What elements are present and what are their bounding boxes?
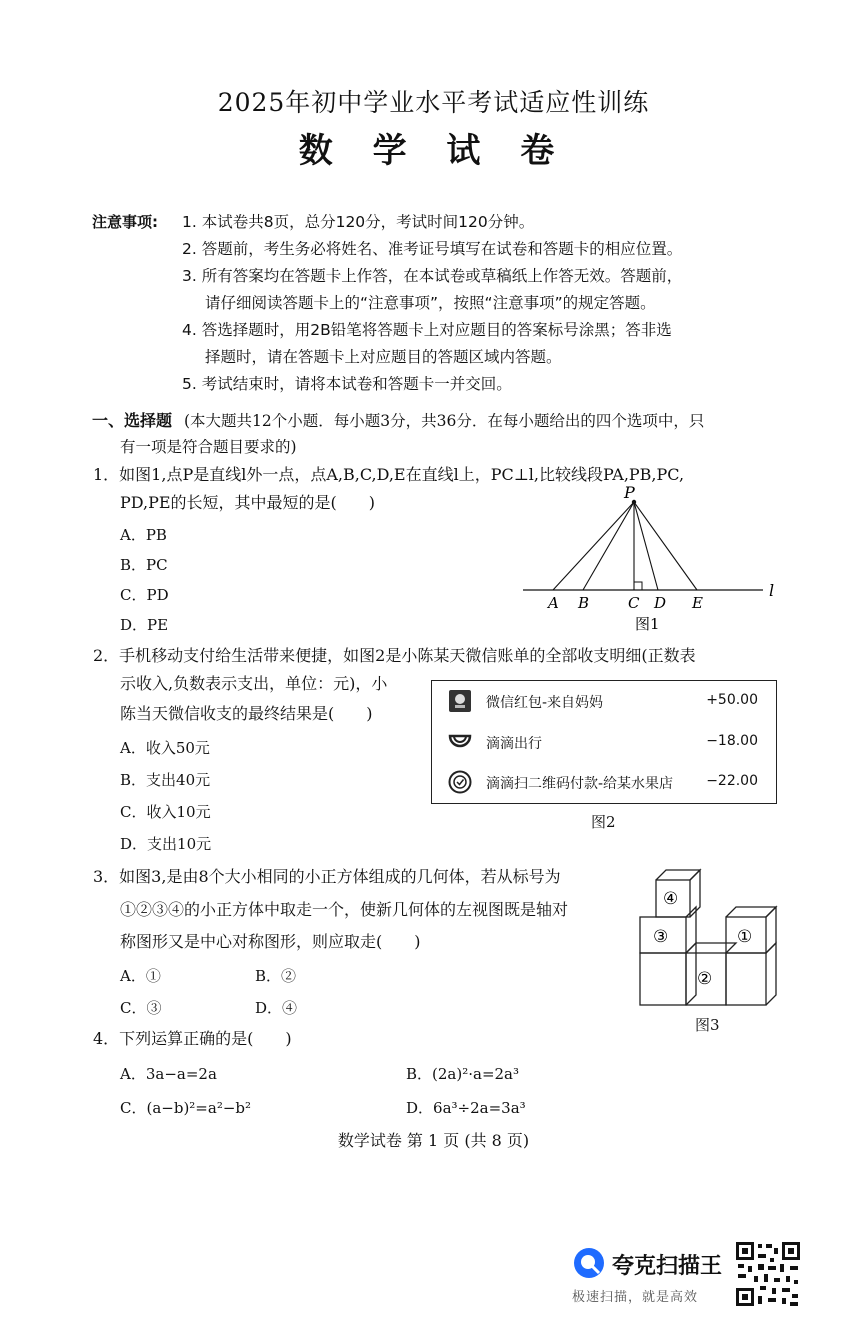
section-description: (本大题共12个小题．每小题3分，共36分．在每小题给出的四个选项中，只 (184, 412, 705, 430)
question-2-stem: 2．手机移动支付给生活带来便捷，如图2是小陈某天微信账单的全部收支明细(正数表 (93, 646, 696, 665)
figure-3-caption: 图3 (695, 1016, 720, 1034)
bill-row (442, 685, 764, 719)
question-4-option-d: D．6a³÷2a=3a³ (406, 1099, 526, 1117)
bill-item-name: 微信红包-来自妈妈 (486, 695, 604, 711)
question-2-option-b: B．支出40元 (120, 771, 211, 789)
brand-name: 夸克扫描王 (612, 1254, 723, 1279)
cube-label-1: ① (737, 927, 753, 947)
cube-label-3: ③ (653, 927, 669, 947)
right-angle-mark (634, 582, 642, 590)
question-2-stem: 陈当天微信收支的最终结果是( ) (120, 704, 373, 723)
question-1-stem: PD,PE的长短，其中最短的是( ) (120, 493, 376, 512)
notice-label: 注意事项: (92, 213, 158, 231)
notice-item: 2. 答题前，考生务必将姓名、准考证号填写在试卷和答题卡的相应位置。 (182, 240, 683, 258)
question-3-option-a: A．① (120, 967, 161, 985)
segment-pe (634, 502, 697, 590)
segment-pb (583, 502, 634, 590)
label-e: E (692, 594, 703, 612)
figure-1-caption: 图1 (635, 615, 660, 633)
question-3-option-b: B．② (255, 967, 297, 985)
question-3-stem: 3．如图3,是由8个大小相同的小正方体组成的几何体，若从标号为 (93, 867, 561, 886)
bill-item-amount: −18.00 (706, 733, 758, 749)
exam-subtitle: 数 学 试 卷 (298, 131, 569, 171)
bill-item-amount: +50.00 (706, 692, 758, 708)
bill-row (442, 766, 764, 800)
question-3-stem: ①②③④的小正方体中取走一个，使新几何体的左视图既是轴对 (120, 900, 569, 919)
question-1-option-d: D．PE (120, 616, 169, 634)
bill-item-amount: −22.00 (706, 773, 758, 789)
question-4-option-b: B．(2a)²·a=2a³ (406, 1065, 520, 1083)
cube-label-2: ② (697, 969, 713, 989)
scanner-watermark (570, 1244, 730, 1304)
figure-3-cubes (636, 860, 786, 1040)
notice-item: 3. 所有答案均在答题卡上作答，在本试卷或草稿纸上作答无效。答题前， (182, 267, 683, 285)
notice-item: 4. 答选择题时，用2B铅笔将答题卡上对应题目的答案标号涂黑；答非选 (182, 321, 672, 339)
qr-pay-icon (448, 770, 472, 794)
question-4-option-a: A．3a−a=2a (120, 1065, 217, 1083)
figure-1-diagram (515, 484, 795, 634)
question-3-option-c: C．③ (120, 999, 162, 1017)
notice-item: 5. 考试结束时，请将本试卷和答题卡一并交回。 (182, 375, 512, 393)
question-2-option-a: A．收入50元 (120, 739, 210, 757)
notice-item: 1. 本试卷共8页，总分120分，考试时间120分钟。 (182, 213, 535, 231)
label-c: C (628, 594, 640, 612)
cube-label-4: ④ (663, 889, 679, 909)
brand-slogan: 极速扫描，就是高效 (572, 1290, 699, 1305)
notice-item: 请仔细阅读答题卡上的“注意事项”，按照“注意事项”的规定答题。 (205, 294, 656, 312)
question-2-stem: 示收入,负数表示支出，单位：元)，小 (120, 674, 388, 693)
question-1-option-c: C．PD (120, 586, 169, 604)
question-3-stem: 称图形又是中心对称图形，则应取走( ) (120, 932, 421, 951)
qr-code-icon (734, 1240, 802, 1308)
segment-pd (634, 502, 658, 590)
question-1-option-a: A．PB (120, 526, 167, 544)
question-1-stem: 1．如图1,点P是直线l外一点，点A,B,C,D,E在直线l上，PC⊥l,比较线段PA,PB,PC, (93, 465, 685, 484)
figure-2-caption: 图2 (591, 813, 616, 831)
question-4-option-c: C．(a−b)²=a²−b² (120, 1099, 252, 1117)
page-footer: 数学试卷 第 1 页 (共 8 页) (337, 1131, 530, 1150)
bill-item-name: 滴滴出行 (486, 736, 542, 752)
figure-2-bill-panel (431, 680, 777, 804)
section-heading: 一、选择题 (92, 411, 173, 430)
question-2-option-d: D．支出10元 (120, 835, 212, 853)
red-packet-icon (448, 689, 472, 713)
quark-logo-icon (572, 1246, 606, 1280)
didi-icon (448, 730, 472, 754)
segment-pa (553, 502, 634, 590)
label-b: B (578, 594, 590, 612)
question-4-stem: 4．下列运算正确的是( ) (93, 1029, 292, 1048)
label-l: l (769, 581, 775, 600)
question-3-option-d: D．④ (255, 999, 298, 1017)
label-p: P (624, 484, 635, 502)
label-a: A (548, 594, 559, 612)
bill-row (442, 726, 764, 760)
exam-title: 2025年初中学业水平考试适应性训练 (217, 88, 650, 117)
section-description: 有一项是符合题目要求的) (120, 438, 297, 456)
notice-item: 择题时，请在答题卡上对应题目的答题区域内答题。 (205, 348, 562, 366)
question-1-option-b: B．PC (120, 556, 168, 574)
question-2-option-c: C．收入10元 (120, 803, 211, 821)
label-d: D (654, 594, 667, 612)
bill-item-name: 滴滴扫二维码付款-给某水果店 (486, 776, 674, 792)
